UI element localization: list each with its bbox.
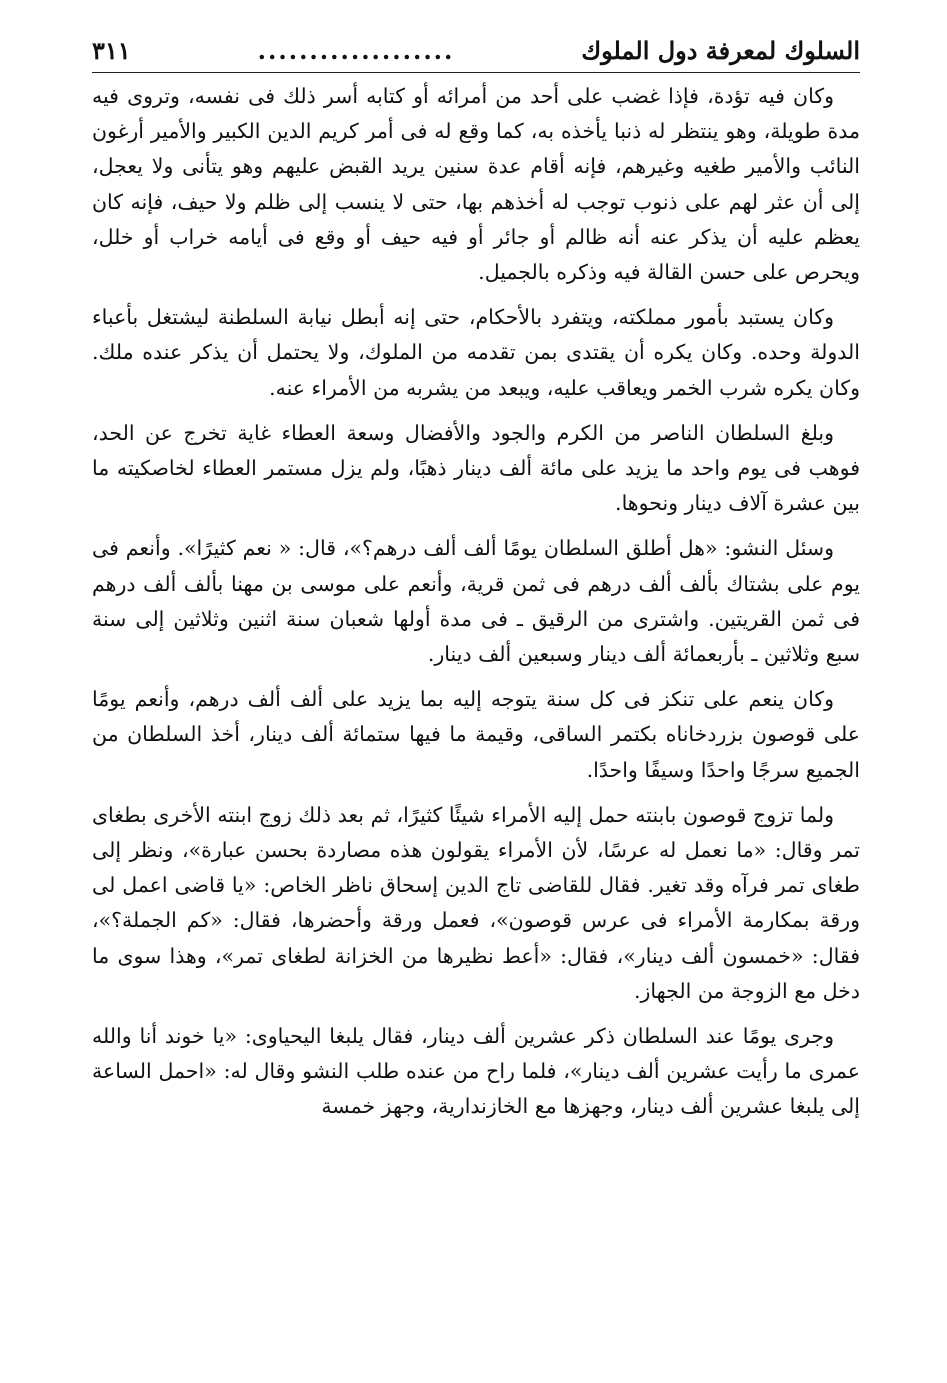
paragraph: وبلغ السلطان الناصر من الكرم والجود والأفضال وسعة العطاء غاية تخرج عن الحد، فوهب فى يوم واحد ما يزيد على مائة ألف دينار ذهبًا، ولم يزل مستمر العطاء لخاصكيته ما بين عشرة آلاف دينار ونحوها. bbox=[92, 420, 860, 516]
paragraph: وكان يستبد بأمور مملكته، ويتفرد بالأحكام، حتى إنه أبطل نيابة السلطنة ليشتغل بأعباء الدولة وحده. وكان يكره أن يقتدى بمن تقدمه من الملوك، ولا يحتمل أن يذكر عنده ملك. وكان يكره شرب الخمر ويعاقب عليه، ويبعد من يشربه من الأمراء عنه. bbox=[92, 305, 860, 400]
paragraph: وكان فيه تؤدة، فإذا غضب على أحد من أمرائه أو كتابه أسر ذلك فى نفسه، وتروى فيه مدة طويلة، وهو ينتظر له ذنبا يأخذه به، كما وقع له فى أمر كريم الدين الكبير والأمير أرغون النائب والأمير طغيه وغيرهم، فإنه أقام عدة سنين يريد القبض عليهم وهو يتأنى ولا يعجل، إلى أن عثر لهم على ذنوب توجب له أخذهم بها، حتى لا ينسب إلى ظلم ولا حيف، فإنه كان يعظم عليه أن يذكر عنه أنه ظالم أو جائر أو فيه حيف أو وقع فى أيامه خراب أو خلل، ويحرص على حسن القالة فيه وذكره بالجميل. bbox=[92, 84, 860, 285]
page-number: ٣١١ bbox=[92, 36, 131, 65]
paragraph: وسئل النشو: «هل أطلق السلطان يومًا ألف ألف درهم؟»، قال: « نعم كثيرًا». وأنعم فى يوم على بشتاك بألف ألف درهم فى ثمن قرية، وأنعم على موسى بن مهنا بألف ألف درهم فى ثمن القريتين. واشترى من الرقيق ـ فى مدة أولها شعبان سنة اثنين وثلاثين إلى سنة سبع وثلاثين ـ بأربعمائة ألف دينار وسبعين ألف دينار. bbox=[92, 536, 860, 667]
leader-dots: ................... bbox=[257, 36, 455, 65]
book-page bbox=[92, 34, 860, 1135]
body-text bbox=[92, 79, 860, 1125]
header-rule bbox=[92, 72, 860, 73]
paragraph: ولما تزوج قوصون بابنته حمل إليه الأمراء شيئًا كثيرًا، ثم بعد ذلك زوج ابنته الأخرى بطغاى تمر وقال: «ما نعمل له عرسًا، لأن الأمراء يقولون هذه مصاردة بحسن عبارة»، ونظر إلى طغاى تمر فرآه وقد تغير. فقال للقاضى تاج الدين إسحاق ناظر الخاص: «يا قاضى اعمل لى ورقة بمكارمة الأمراء فى عرس قوصون»، فعمل ورقة وأحضرها، فقال: «كم الجملة؟»، فقال: «خمسون ألف دينار»، فقال: «أعط نظيرها من الخزانة لطغاى تمر»، وهذا سوى ما دخل مع الزوجة من الجهاز. bbox=[92, 802, 860, 1003]
paragraph: وجرى يومًا عند السلطان ذكر عشرين ألف دينار، فقال يلبغا اليحياوى: «يا خوند أنا والله عمرى ما رأيت عشرين ألف دينار»، فلما راح من عنده طلب النشو وقال له: «احمل الساعة إلى يلبغا عشرين ألف دينار، وجهزها مع الخازندارية، وجهز خمسة bbox=[92, 1024, 860, 1119]
book-title: السلوك لمعرفة دول الملوك bbox=[581, 36, 860, 65]
running-header bbox=[92, 34, 860, 70]
paragraph: وكان ينعم على تنكز فى كل سنة يتوجه إليه بما يزيد على ألف ألف درهم، وأنعم يومًا على قوصون بزردخاناه بكتمر الساقى، وقيمة ما فيها ستمائة ألف دينار، أخذ السلطان من الجميع سرجًا واحدًا وسيفًا واحدًا. bbox=[92, 687, 860, 782]
